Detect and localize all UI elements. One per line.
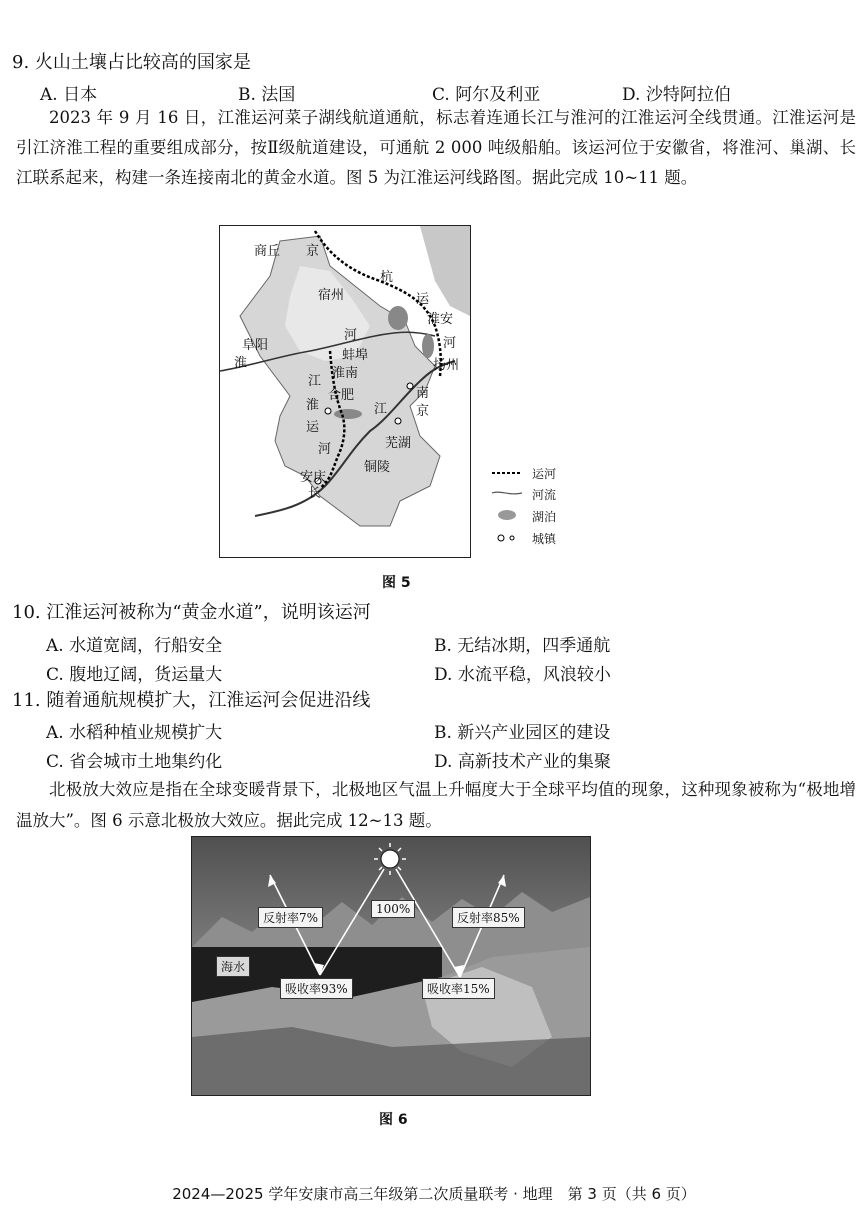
legend-lake: 湖泊 (532, 510, 557, 524)
q11-option-d: D. 高新技术产业的集聚 (434, 752, 611, 772)
q11-option-a: A. 水稻种植业规模扩大 (46, 723, 223, 743)
map-label-jiang2: 江 (374, 402, 388, 417)
legend-city: 城镇 (532, 532, 557, 546)
label-incoming-100: 100% (371, 900, 415, 918)
map-label-yun2: 运 (306, 420, 320, 435)
map-label-he-river: 河 (443, 336, 457, 351)
label-reflect-sea: 反射率7% (258, 907, 323, 928)
map-label-jing2: 京 (416, 404, 430, 419)
figure5-map (219, 225, 471, 558)
legend-river: 河流 (532, 488, 557, 502)
q9-option-b: B. 法国 (238, 85, 296, 105)
label-absorb-ice: 吸收率15% (422, 978, 495, 999)
legend-canal: 运河 (532, 467, 557, 481)
map-label-he-canal: 河 (344, 328, 358, 343)
map-label-yangzhou: 扬州 (433, 358, 460, 373)
q11-option-c: C. 省会城市土地集约化 (46, 752, 223, 772)
hongze-lake (388, 306, 408, 330)
label-reflect-ice: 反射率85% (452, 907, 525, 928)
map-label-yun: 运 (416, 292, 430, 307)
sun-icon (381, 850, 399, 868)
map-label-suzhou: 宿州 (318, 288, 345, 303)
q10-option-c: C. 腹地辽阔，货运量大 (46, 665, 223, 685)
label-sea-water: 海水 (216, 956, 250, 977)
map-label-shangqiu: 商丘 (254, 244, 281, 259)
map-label-tongling: 铜陵 (364, 460, 391, 475)
map-label-huaian: 淮安 (427, 312, 454, 327)
city-hefei (325, 408, 331, 414)
map-label-huainan: 淮南 (332, 366, 359, 381)
legend-city-symbol (498, 535, 504, 541)
map-label-bengbu: 蚌埠 (342, 348, 369, 363)
q10-stem: 10. 江淮运河被称为“黄金水道”，说明该运河 (12, 602, 371, 623)
city-nanjing (407, 383, 413, 389)
q11-option-b: B. 新兴产业园区的建设 (434, 723, 611, 743)
map-label-chang: 长 (308, 486, 322, 501)
city-wuhu (395, 418, 401, 424)
label-absorb-sea: 吸收率93% (280, 978, 353, 999)
q9-option-c: C. 阿尔及利亚 (432, 85, 541, 105)
page-footer: 2024—2025 学年安康市高三年级第二次质量联考 · 地理 第 3 页（共 6 页） (172, 1185, 696, 1203)
map-label-huai2: 淮 (306, 398, 320, 413)
q11-stem: 11. 随着通航规模扩大，江淮运河会促进沿线 (12, 690, 371, 711)
intro-paragraph-arctic: 北极放大效应是指在全球变暖背景下，北极地区气温上升幅度大于全球平均值的现象，这种现象被称为“极地增温放大”。图 6 示意北极放大效应。据此完成 12~13 题。 (16, 780, 856, 830)
arctic-amplification-diagram (192, 837, 590, 1095)
legend-symbols (490, 466, 524, 546)
map-label-hang: 杭 (380, 270, 394, 285)
map-label-huai: 淮 (234, 356, 248, 371)
figure5-caption: 图 5 (382, 575, 411, 591)
map-label-wuhu: 芜湖 (385, 436, 412, 451)
q9-option-a: A. 日本 (40, 85, 98, 105)
legend-lake-symbol (498, 510, 516, 520)
figure6-photo (191, 836, 591, 1096)
map-label-hefei: 合肥 (328, 388, 355, 403)
map-label-nan: 南 (416, 386, 430, 401)
q9-option-d: D. 沙特阿拉伯 (622, 85, 731, 105)
anhui-province (240, 236, 440, 526)
q10-option-d: D. 水流平稳，风浪较小 (434, 665, 611, 685)
chaohu-lake (334, 409, 362, 419)
figure6-caption: 图 6 (379, 1112, 408, 1128)
legend-river-symbol (492, 492, 522, 494)
map-label-jing: 京 (306, 244, 320, 259)
q9-stem: 9. 火山土壤占比较高的国家是 (12, 52, 251, 73)
map-label-he2: 河 (318, 442, 332, 457)
map-label-anqing: 安庆 (300, 470, 327, 485)
q10-option-a: A. 水道宽阔，行船安全 (46, 636, 223, 656)
intro-paragraph-canal: 2023 年 9 月 16 日，江淮运河菜子湖线航道通航，标志着连通长江与淮河的江淮运河全线贯通。江淮运河是引江济淮工程的重要组成部分，按Ⅱ级航道建设，可通航 2 000 吨级船舶。该运河位于安徽省，将淮河、巢湖、长江联系起来，构建一条连接南北的黄金水道。图 5 为江淮运河线路图。据此完成 10~11 题。 (16, 108, 856, 187)
map-label-jiang1: 江 (308, 374, 322, 389)
map-label-fuyang: 阜阳 (242, 338, 269, 353)
q10-option-b: B. 无结冰期，四季通航 (434, 636, 611, 656)
